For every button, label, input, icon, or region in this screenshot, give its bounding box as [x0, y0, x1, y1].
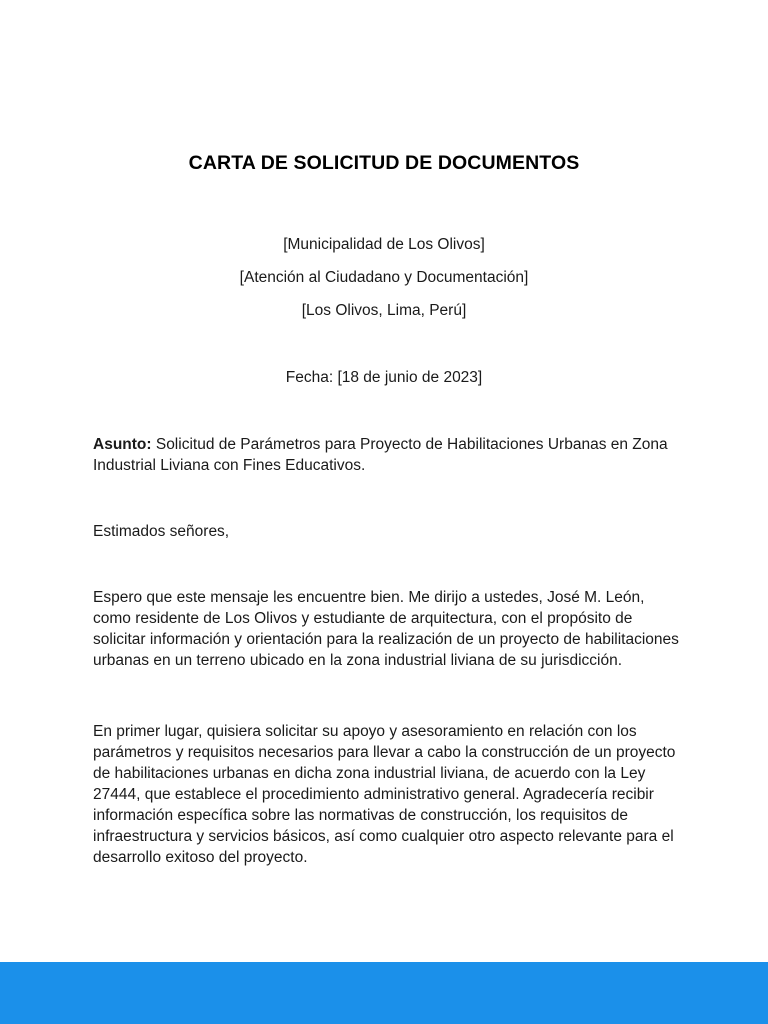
subject-label: Asunto:: [93, 436, 152, 453]
recipient-line-1: [Municipalidad de Los Olivos]: [283, 236, 485, 253]
greeting: Estimados señores,: [93, 523, 230, 540]
footer-bar: [0, 962, 768, 1024]
subject-line: [93, 434, 683, 476]
recipient-line-2: [Atención al Ciudadano y Documentación]: [239, 269, 529, 286]
subject-text: Solicitud de Parámetros para Proyecto de Habilitaciones Urbanas en Zona Industrial Liviana con Fines Educativos.: [93, 436, 668, 474]
paragraph-1: Espero que este mensaje les encuentre bien. Me dirijo a ustedes, José M. León, como residente de Los Olivos y estudiante de arquitectura, con el propósito de solicitar información y orientación para la realización de un proyecto de habilitaciones urbanas en un terreno ubicado en la zona industrial liviana de su jurisdicción.: [93, 589, 679, 669]
paragraph-2: En primer lugar, quisiera solicitar su apoyo y asesoramiento en relación con los parámetros y requisitos necesarios para llevar a cabo la construcción de un proyecto de habilitaciones urbanas en dicha zona industrial liviana, de acuerdo con la Ley 27444, que establece el procedimiento administrativo general. Agradecería recibir información específica sobre las normativas de construcción, los requisitos de infraestructura y servicios básicos, así como cualquier otro aspecto relevante para el desarrollo exitoso del proyecto.: [93, 723, 676, 866]
document-title: CARTA DE SOLICITUD DE DOCUMENTOS: [188, 152, 580, 174]
letter-date: Fecha: [18 de junio de 2023]: [285, 369, 483, 386]
recipient-line-3: [Los Olivos, Lima, Perú]: [301, 302, 467, 319]
